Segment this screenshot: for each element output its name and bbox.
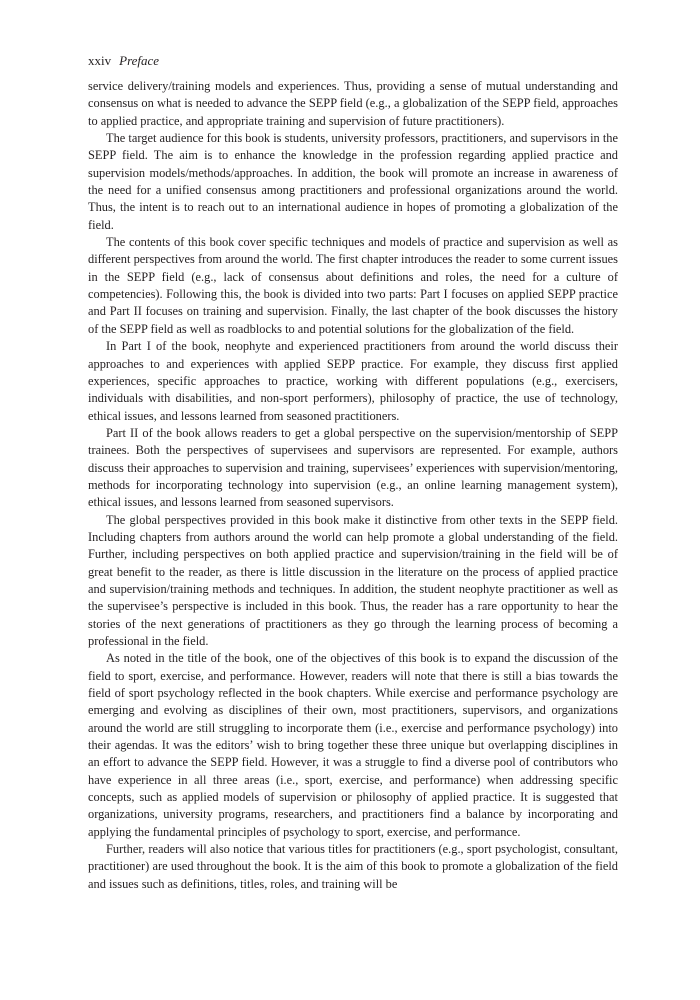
paragraph-contents: The contents of this book cover specific techniques and models of practice and supervision as well as different perspectives from around the world. The first chapter introduces the reader to some current issues in the SEPP field (e.g., lack of consensus about definitions and roles, the need for a culture of competencies). Following this, the book is divided into two parts: Part I focuses on applied SEPP practice and Part II focuses on training and supervision. Finally, the last chapter of the book discusses the history of the SEPP field as well as roadblocks to and potential solutions for the globalization of the field. <box>88 235 618 336</box>
paragraph-practitioner-titles: Further, readers will also notice that various titles for practitioners (e.g., sport psychologist, consultant, practitioner) are used throughout the book. It is the aim of this book to promote a globalization of the field and issues such as definitions, titles, roles, and training will be <box>88 842 618 891</box>
running-head <box>88 52 618 69</box>
paragraph-part-two: Part II of the book allows readers to get a global perspective on the supervision/mentorship of SEPP trainees. Both the perspectives of supervisees and supervisors are represented. For example, authors discuss their approaches to supervision and training, supervisees’ experiences with supervision/mentoring, methods for incorporating technology into supervision (e.g., an online learning management system), ethical issues, and lessons learned from seasoned supervisors. <box>88 425 618 510</box>
paragraph-title-scope: As noted in the title of the book, one of the objectives of this book is to expand the discussion of the field to sport, exercise, and performance. However, readers will note that there is still a bias towards the field of sport psychology reflected in the book chapters. While exercise and performance psychology are emerging and evolving as disciplines of their own, most practitioners, supervisors, and organizations around the world are still struggling to incorporate them (i.e., exercise and performance psychology) into their agendas. It was the editors’ wish to bring together these three unique but overlapping disciplines in an effort to advance the SEPP field. However, it was a struggle to find a diverse pool of contributors who have experience in all three areas (i.e., sport, exercise, and performance) when addressing specific concepts, such as applied models of supervision or philosophy of applied practice. It is suggested that organizations, university programs, researchers, and practitioners find a balance by incorporating and applying the fundamental principles of psychology to sport, exercise, and performance. <box>88 651 618 839</box>
paragraph-part-one: In Part I of the book, neophyte and experienced practitioners from around the world discuss their approaches to and experiences with applied SEPP practice. For example, they discuss first applied experiences, specific approaches to practice, working with different populations (e.g., exercisers, individuals with disabilities, and non-sport performers), philosophy of practice, the use of technology, ethical issues, and lessons learned from seasoned practitioners. <box>88 339 618 423</box>
running-head-title: Preface <box>119 53 160 68</box>
body-text <box>88 78 618 893</box>
paragraph-global-perspectives: The global perspectives provided in this book make it distinctive from other texts in the SEPP field. Including chapters from authors around the world can help promote a global understanding of the field. Further, including perspectives on both applied practice and supervision/training in the field will be of great benefit to the reader, as there is little discussion in the literature on the process of applied practice and supervision/training methods and techniques. In addition, the student neophyte practitioner as well as the supervisee’s perspective is included in this book. Thus, the reader has a rare opportunity to hear the stories of the next generations of practitioners as they go through the learning process of becoming a professional in the field. <box>88 512 618 648</box>
book-page <box>88 52 618 893</box>
paragraph-target-audience: The target audience for this book is students, university professors, practitioners, and supervisors in the SEPP field. The aim is to enhance the knowledge in the profession regarding applied practice and supervision models/methods/approaches. In addition, the book will promote an increase in awareness of the need for a unified consensus among practitioners and professional organizations around the world. Thus, the intent is to reach out to an international audience in hopes of promoting a globalization of the field. <box>88 131 618 232</box>
paragraph-continued: service delivery/training models and experiences. Thus, providing a sense of mutual understanding and consensus on what is needed to advance the SEPP field (e.g., a globalization of the SEPP field, approaches to applied practice, and appropriate training and supervision of future practitioners). <box>88 79 618 128</box>
page-number: xxiv <box>88 53 112 68</box>
